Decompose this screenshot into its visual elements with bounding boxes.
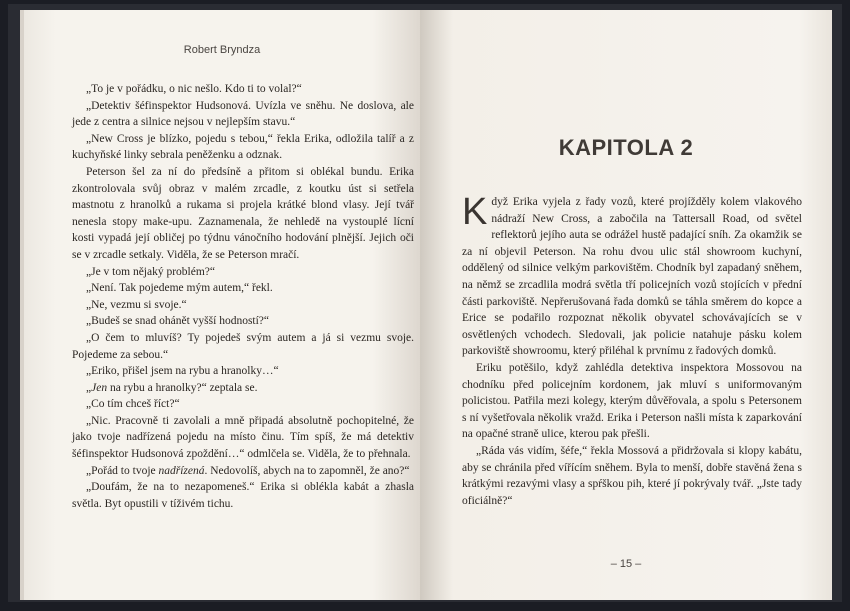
drop-cap: K — [462, 191, 488, 233]
italic-text: Jen — [91, 381, 108, 394]
text-span: na rybu a hranolky?“ zeptala se. — [107, 381, 258, 394]
paragraph: „Detektiv šéfinspektor Hudsonová. Uvízla ve sněhu. Ne doslova, ale jede z centra a silnice nejsou v nejlepším stavu.“ — [72, 99, 414, 129]
paragraph: „Ne, vezmu si svoje.“ — [86, 298, 187, 311]
text-span: „Pořád to tvoje — [86, 464, 159, 477]
page-number: – 15 – — [610, 558, 642, 570]
paragraph: „Ráda vás vidím, šéfe,“ řekla Mossová a přidržovala si klopy kabátu, aby se chránila před vířícím sněhem. Byla to menší, dobře stavěná žena s krátkými rezavými vlasy a spŕškou pih, které jí pokrývaly tvář. „Jste tady oficiálně?“ — [462, 444, 802, 507]
right-text-block — [462, 191, 802, 509]
paragraph: „Co tím chceš říct?“ — [86, 398, 180, 411]
paragraph: Eriku potěšilo, když zahlédla detektiva inspektora Mossovou na chodníku před policejním kordonem, jak mluví s uniformovaným policistou. Patřila mezi kolegy, kterým důvěřovala, a spolu s Petersonem s ní vyšetřovala několik vražd. Erika i Peterson našli místa k zaparkování na opačné straně ulice, kterou pak přešli. — [462, 361, 802, 441]
left-page — [20, 10, 420, 600]
right-page — [420, 10, 832, 600]
italic-text: nadřízená — [158, 464, 205, 477]
paragraph — [72, 463, 414, 480]
paragraph: Peterson šel za ní do předsíně a přitom si oblékal bundu. Erika zkontrolovala svůj obraz v malém zrcadle, z koutku úst si setřela mastnotu z hranolků a rukama si projela krátké blond vlasy. Její tvář nenesla stopy make-upu. Zaznamenala, že nehledě na vystouplé lícní kosti vypadá její obličej po týdnu vánočního hodování plnější. Jejich oči se v zrcadle setkaly. Viděla, že se Peterson mračí. — [72, 165, 414, 261]
open-book — [8, 4, 842, 602]
paragraph: „Budeš se snad ohánět vyšší hodností?“ — [86, 315, 270, 328]
paragraph: „O čem to mluvíš? Ty pojedeš svým autem a já si vezmu svoje. Pojedeme za sebou.“ — [72, 331, 414, 361]
paragraph — [72, 380, 414, 397]
paragraph: „Není. Tak pojedeme mým autem,“ řekl. — [86, 282, 273, 295]
paragraph: „Je v tom nějaký problém?“ — [86, 265, 216, 278]
paragraph: „New Cross je blízko, pojedu s tebou,“ řekla Erika, odložila talíř a z kuchyňské linky sebrala peněženku a odznak. — [72, 132, 414, 162]
paragraph: „Nic. Pracovně ti zavolali a mně připadá absolutně pochopitelné, že jako tvoje nadřízená pojedu na místo činu. Tím spíš, že má detektiv šéfinspektor Hudsonová zpoždění…“ odmlčela se. Viděla, že to přehnala. — [72, 414, 414, 461]
text-span: . Nedovolíš, abych na to zapomněl, že ano?“ — [204, 464, 410, 477]
running-head: Robert Bryndza — [183, 44, 261, 56]
paragraph: „To je v pořádku, o nic nešlo. Kdo ti to volal?“ — [86, 83, 302, 95]
text-span: dyž Erika vyjela z řady vozů, které projížděly kolem vlakového nádraží New Cross, a zabočila na Tattersall Road, od světel reflektorů jejího auta se odrážel hustě padající sníh. Za okamžik se za ní objevil Peterson. Na rohu dvou ulic stál showroom kuchyní, oddělený od silnice velkým parkovištěm. Chodník byl zapadaný sněhem, na němž se zrcadlila modrá světla tří policejních vozů stojících v přední části parkoviště. Nepřerušovaná řada domků se táhla směrem do kopce a Erice se podařilo rozpoznat několik obyvatel schovávajících se v osvětlených vchodech. Sledovali, jak policie natahuje pásku kolem parkoviště showroomu, který přiléhal k prvnímu z řadových domků. — [462, 196, 802, 358]
paragraph — [462, 191, 802, 360]
text-span: „ — [86, 381, 92, 394]
chapter-title: KAPITOLA 2 — [558, 135, 694, 160]
left-text-block — [72, 81, 414, 512]
paragraph: „Doufám, že na to nezapomeneš.“ Erika si oblékla kabát a zhasla světla. Byt opustili v tíživém tichu. — [72, 481, 414, 510]
paragraph: „Eriko, přišel jsem na rybu a hranolky…“ — [86, 365, 279, 378]
